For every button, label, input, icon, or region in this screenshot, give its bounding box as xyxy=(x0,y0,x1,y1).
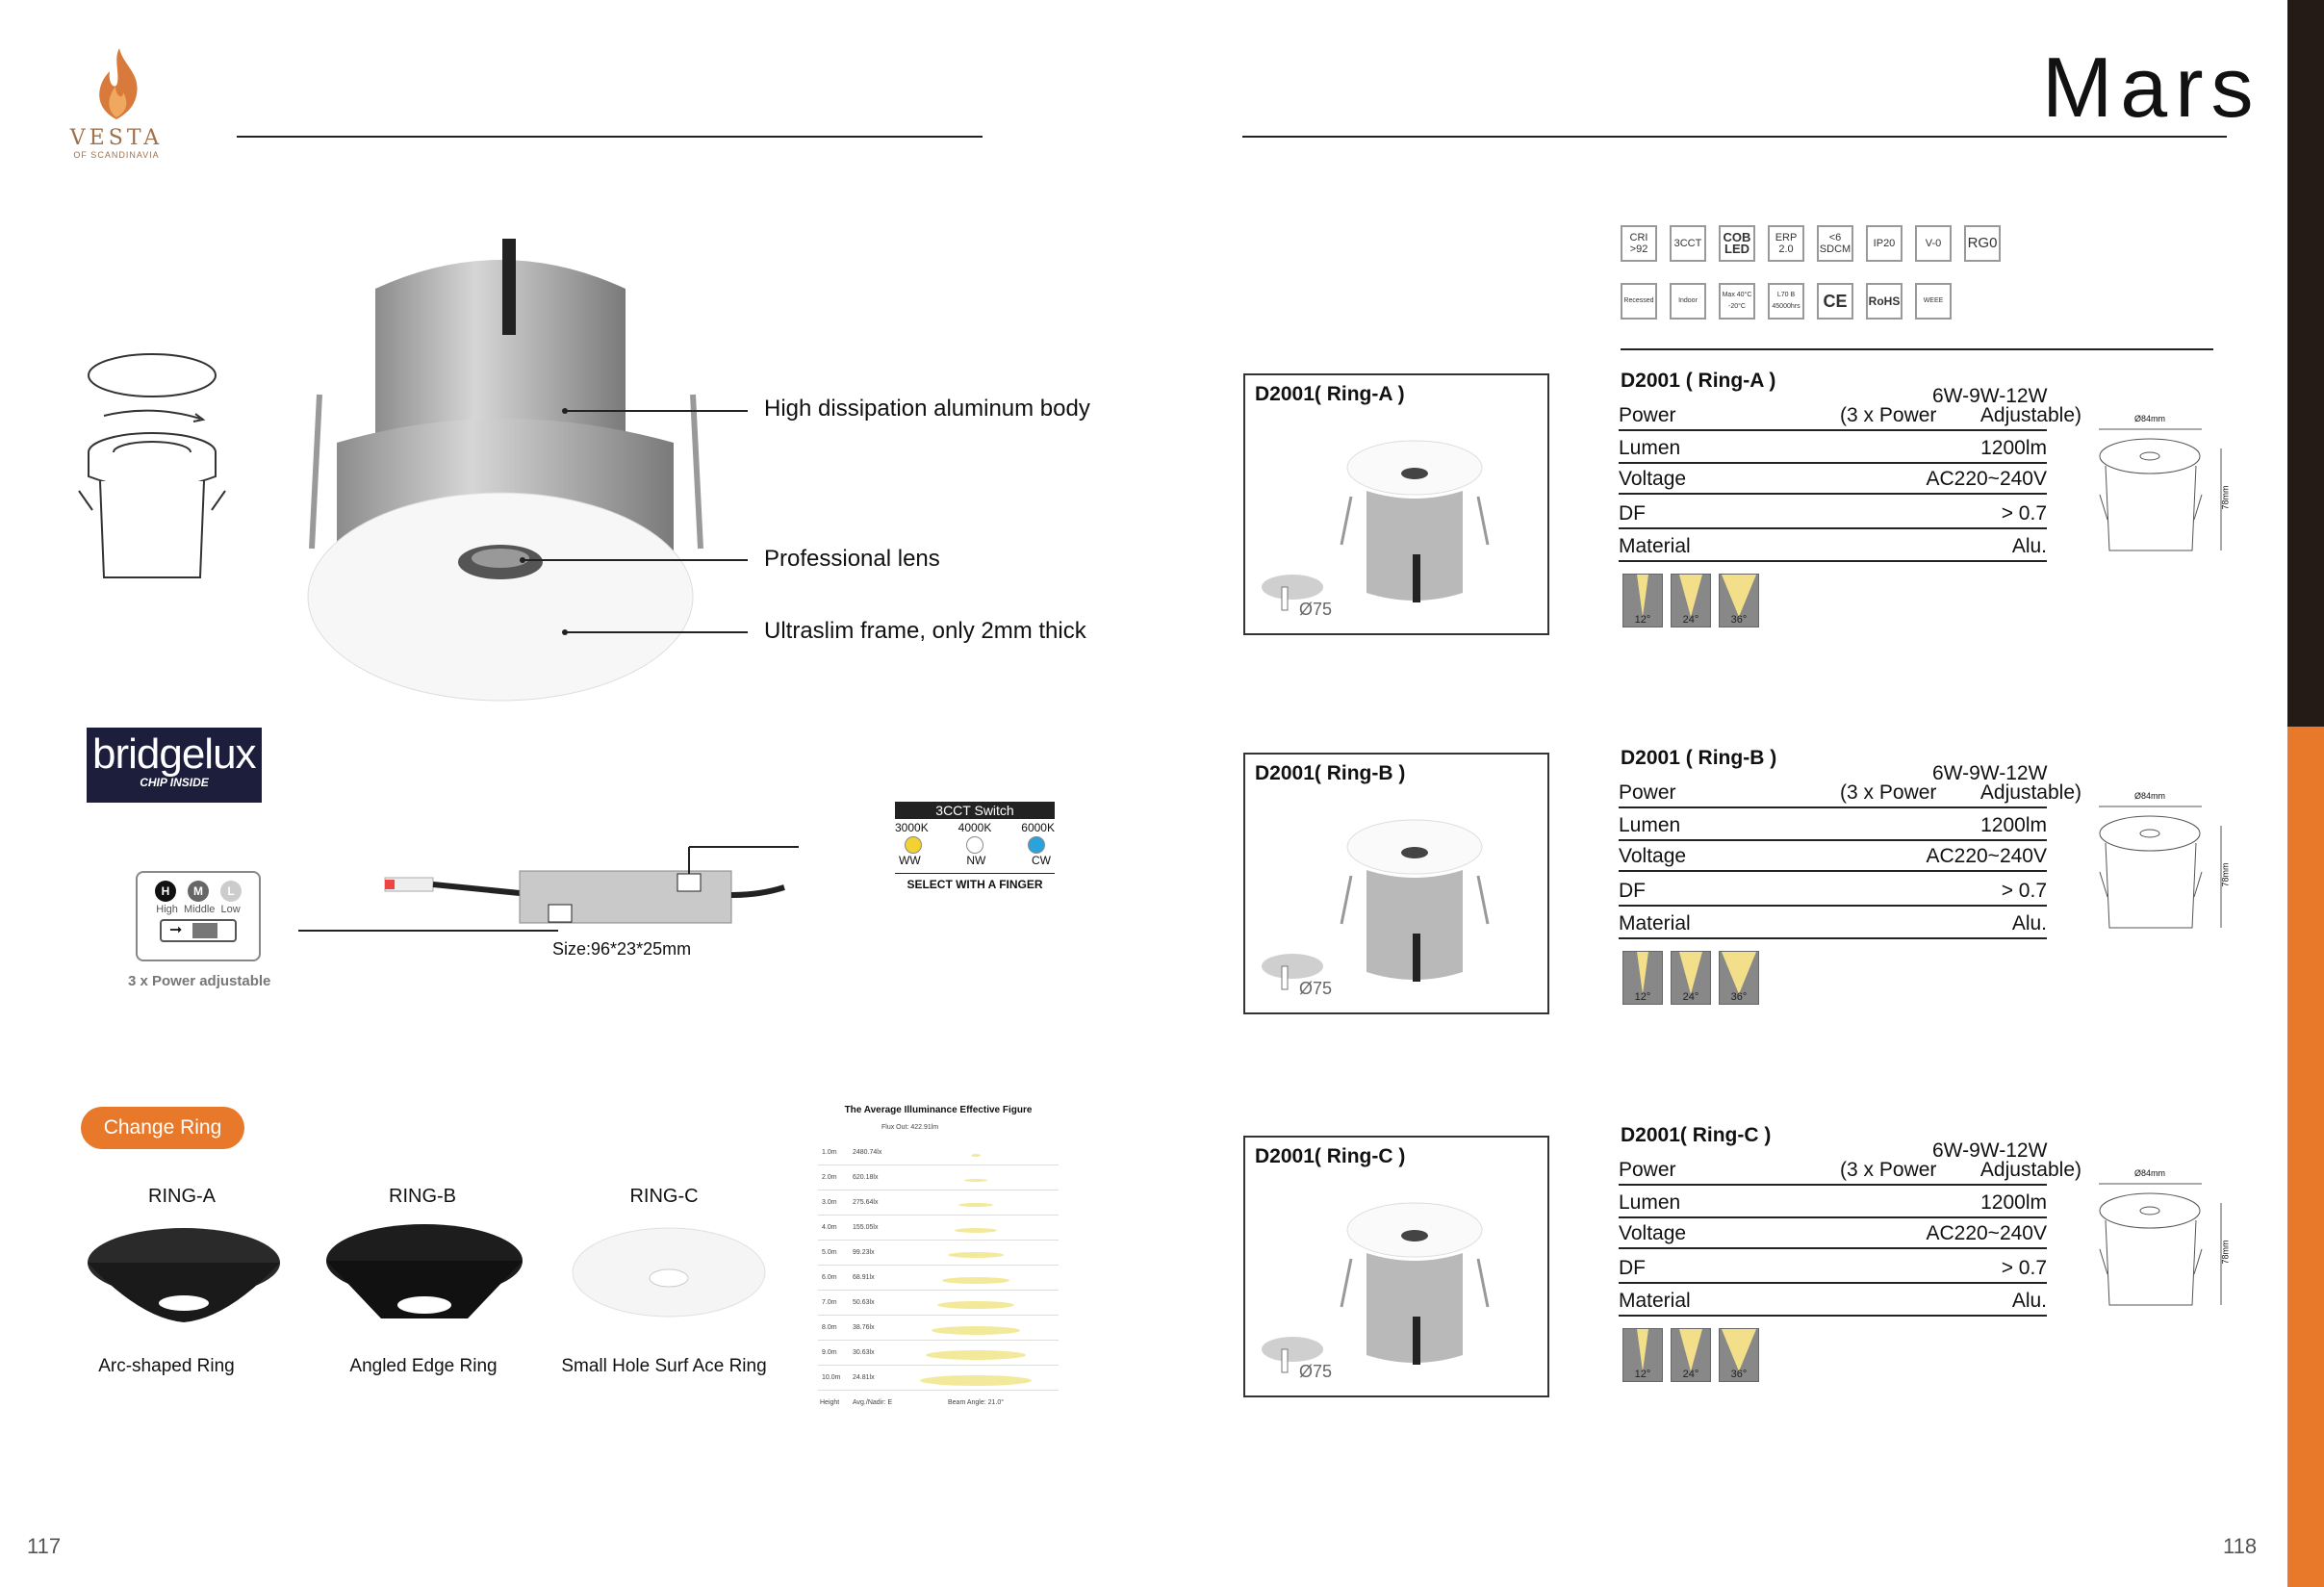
cob-led-icon: COB LED xyxy=(1719,225,1755,262)
beam-angle-label: 12° xyxy=(1634,1369,1651,1380)
change-ring-button[interactable]: Change Ring xyxy=(81,1107,244,1149)
spec-label: DF xyxy=(1619,1257,1646,1279)
illuminance-ellipse xyxy=(964,1179,987,1182)
spec-value: 1200lm xyxy=(1980,437,2047,459)
power-low-dot: L xyxy=(220,881,242,902)
product-box-title: D2001( Ring-B ) xyxy=(1255,762,1406,784)
cct-title: 3CCT Switch xyxy=(895,802,1055,819)
power-high-dot: H xyxy=(155,881,176,902)
temperature-icon: Max 40°C -20°C xyxy=(1719,283,1755,320)
spec-label: Material xyxy=(1619,1290,1691,1312)
illuminance-height: 3.0m xyxy=(822,1199,837,1206)
power-middle-dot: M xyxy=(188,881,209,902)
rohs-icon: RoHS xyxy=(1866,283,1903,320)
cct-temp-4000: 4000K xyxy=(958,821,992,834)
beam-angle-icon xyxy=(1671,1328,1711,1382)
product-image xyxy=(1338,429,1492,622)
beam-angle-label: 12° xyxy=(1634,991,1651,1003)
cct-switch-panel xyxy=(895,802,1055,891)
spec-label: Power xyxy=(1619,1159,1676,1181)
cri-icon: CRI >92 xyxy=(1621,225,1657,262)
illuminance-height: 5.0m xyxy=(822,1249,837,1256)
illuminance-lux: 68.91lx xyxy=(853,1274,875,1281)
beam-angle-label: 12° xyxy=(1634,614,1651,626)
illuminance-row xyxy=(818,1370,1059,1391)
spec-value: Alu. xyxy=(2011,1290,2047,1312)
illuminance-ellipse xyxy=(926,1350,1026,1360)
page-number-right: 118 xyxy=(2223,1534,2258,1558)
vesta-logo xyxy=(60,44,173,169)
3cct-icon: 3CCT xyxy=(1670,225,1706,262)
product-card xyxy=(1243,373,1549,635)
illuminance-height: 8.0m xyxy=(822,1324,837,1331)
spec-label: Lumen xyxy=(1619,437,1681,459)
dimension-svg xyxy=(2094,427,2238,572)
arrow-right-icon: ➞ xyxy=(169,922,183,938)
ce-icon: CE xyxy=(1817,283,1853,320)
callout-line-frame xyxy=(565,631,748,633)
cct-temp-6000: 6000K xyxy=(1021,821,1055,834)
spec-value: > 0.7 xyxy=(2001,1257,2047,1279)
illuminance-row xyxy=(818,1170,1059,1190)
power-levels-text: High Middle Low xyxy=(156,904,241,915)
ring-b-image xyxy=(323,1222,525,1328)
spec-row-lumen xyxy=(1619,808,2047,841)
dimension-width: Ø84mm xyxy=(2134,414,2166,423)
illuminance-ellipse xyxy=(920,1375,1032,1386)
dimension-height: 78mm xyxy=(2220,1240,2231,1265)
bridgelux-badge xyxy=(87,728,262,803)
spec-label: Material xyxy=(1619,535,1691,557)
illuminance-footer-height: Height xyxy=(820,1399,840,1406)
dimension-height: 78mm xyxy=(2220,862,2231,887)
spec-value: (3 x Power Adjustable) xyxy=(1840,781,2081,804)
illuminance-ellipse xyxy=(937,1301,1014,1309)
ring-b-caption: Angled Edge Ring xyxy=(349,1356,498,1376)
warm-white-dot[interactable] xyxy=(905,836,922,854)
cert-divider xyxy=(1621,348,2213,350)
illuminance-lux: 99.23lx xyxy=(853,1249,875,1256)
beam-angle-icon xyxy=(1622,1328,1663,1382)
spec-value: 1200lm xyxy=(1980,814,2047,836)
spec-row-lumen xyxy=(1619,1186,2047,1218)
spec-label: Material xyxy=(1619,912,1691,934)
spec-value: AC220~240V xyxy=(1926,845,2047,867)
main-product-image xyxy=(298,231,722,712)
spec-value: > 0.7 xyxy=(2001,502,2047,525)
power-slider-switch[interactable] xyxy=(160,919,237,942)
cutout-size: Ø75 xyxy=(1299,600,1333,619)
spec-value: Alu. xyxy=(2011,912,2047,934)
illuminance-ellipse xyxy=(948,1252,1004,1258)
beam-angle-label: 24° xyxy=(1682,991,1699,1003)
erp-icon: ERP 2.0 xyxy=(1768,225,1804,262)
illuminance-footer-beam: Beam Angle: 21.0° xyxy=(948,1399,1005,1406)
cutout-size: Ø75 xyxy=(1299,1362,1333,1381)
v0-icon: V-0 xyxy=(1915,225,1952,262)
page-number-left: 117 xyxy=(27,1534,62,1558)
power-adjustable-caption: 3 x Power adjustable xyxy=(128,973,271,989)
spec-title: D2001( Ring-C ) xyxy=(1621,1124,1772,1146)
spec-label: Power xyxy=(1619,781,1676,804)
indoor-icon: Indoor xyxy=(1670,283,1706,320)
product-card xyxy=(1243,1136,1549,1397)
illuminance-lux: 50.63lx xyxy=(853,1299,875,1306)
spec-title: D2001 ( Ring-A ) xyxy=(1621,370,1776,392)
beam-angle-icon xyxy=(1719,951,1759,1005)
product-box-title: D2001( Ring-A ) xyxy=(1255,383,1405,405)
callout-body: High dissipation aluminum body xyxy=(764,396,1090,422)
spec-row-power xyxy=(1619,1153,2081,1186)
illuminance-ellipse xyxy=(971,1154,981,1157)
spec-label: DF xyxy=(1619,502,1646,525)
product-image xyxy=(1338,1191,1492,1384)
dimension-drawing xyxy=(2094,1168,2238,1326)
product-image xyxy=(1338,808,1492,1001)
spec-row-df xyxy=(1619,1251,2047,1284)
spec-power-range: 6W-9W-12W xyxy=(1932,385,2048,407)
spec-value: (3 x Power Adjustable) xyxy=(1840,404,2081,426)
beam-angle-label: 36° xyxy=(1730,991,1748,1003)
ring-c-image xyxy=(568,1222,770,1328)
illuminance-lux: 275.64lx xyxy=(853,1199,879,1206)
spec-label: Lumen xyxy=(1619,1191,1681,1214)
illuminance-row xyxy=(818,1345,1059,1366)
spec-value: Alu. xyxy=(2011,535,2047,557)
rg0-icon: RG0 xyxy=(1964,225,2001,262)
illuminance-ellipse xyxy=(932,1326,1020,1335)
dimension-svg xyxy=(2094,1182,2238,1326)
illuminance-height: 9.0m xyxy=(822,1349,837,1356)
spec-row-voltage xyxy=(1619,1216,2047,1249)
product-box-title: D2001( Ring-C ) xyxy=(1255,1145,1406,1167)
sidebar-orange-band xyxy=(2287,727,2324,1587)
spec-value: (3 x Power Adjustable) xyxy=(1840,1159,2081,1181)
spec-label: Lumen xyxy=(1619,814,1681,836)
cool-white-dot[interactable] xyxy=(1028,836,1045,854)
cct-code-ww: WW xyxy=(899,854,921,867)
illuminance-footer-avg: Avg./Nadir: E xyxy=(853,1399,893,1406)
illuminance-row xyxy=(818,1145,1059,1165)
dimension-svg xyxy=(2094,805,2238,949)
illuminance-row xyxy=(818,1320,1059,1341)
beam-angle-icon xyxy=(1622,574,1663,627)
illuminance-height: 4.0m xyxy=(822,1224,837,1231)
illuminance-row xyxy=(818,1245,1059,1266)
illuminance-row xyxy=(818,1295,1059,1316)
spec-row-power xyxy=(1619,398,2081,431)
page-title: Mars xyxy=(2042,39,2261,135)
illuminance-lux: 155.05lx xyxy=(853,1224,879,1231)
spec-value: > 0.7 xyxy=(2001,880,2047,902)
cutout-size: Ø75 xyxy=(1299,979,1333,998)
spec-row-power xyxy=(1619,776,2081,808)
callout-frame: Ultraslim frame, only 2mm thick xyxy=(764,618,1086,644)
illuminance-title: The Average Illuminance Effective Figure xyxy=(844,1105,1033,1115)
cct-code-cw: CW xyxy=(1032,854,1051,867)
illuminance-lux: 30.63lx xyxy=(853,1349,875,1356)
illuminance-lux: 2480.74lx xyxy=(853,1149,882,1156)
beam-angle-icon xyxy=(1622,951,1663,1005)
spec-power-range: 6W-9W-12W xyxy=(1932,1139,2048,1162)
logo-name: VESTA xyxy=(69,126,164,150)
spec-label: DF xyxy=(1619,880,1646,902)
illuminance-ellipse xyxy=(955,1228,997,1233)
illuminance-height: 10.0m xyxy=(822,1374,841,1381)
spec-label: Power xyxy=(1619,404,1676,426)
beam-angle-label: 36° xyxy=(1730,614,1748,626)
illuminance-lux: 24.81lx xyxy=(853,1374,875,1381)
illuminance-height: 2.0m xyxy=(822,1174,837,1181)
weee-icon: WEEE xyxy=(1915,283,1952,320)
beam-angle-label: 36° xyxy=(1730,1369,1748,1380)
illuminance-figure xyxy=(818,1105,1059,1413)
spec-row-df xyxy=(1619,874,2047,907)
cct-temp-3000: 3000K xyxy=(895,821,929,834)
neutral-white-dot[interactable] xyxy=(966,836,983,854)
header-rule-left xyxy=(237,136,983,138)
dimension-drawing xyxy=(2094,414,2238,572)
bridgelux-sub: CHIP INSIDE xyxy=(140,776,209,789)
exploded-drawing xyxy=(75,346,239,597)
illuminance-height: 6.0m xyxy=(822,1274,837,1281)
spec-label: Voltage xyxy=(1619,845,1687,867)
beam-angle-icon xyxy=(1671,574,1711,627)
dimension-drawing xyxy=(2094,791,2238,949)
driver-illustration xyxy=(298,837,799,943)
flame-icon xyxy=(60,44,173,121)
ip20-icon: IP20 xyxy=(1866,225,1903,262)
product-card xyxy=(1243,753,1549,1014)
spec-row-df xyxy=(1619,497,2047,529)
beam-angle-label: 24° xyxy=(1682,1369,1699,1380)
lifetime-icon: L70 B 45000hrs xyxy=(1768,283,1804,320)
dimension-width: Ø84mm xyxy=(2134,791,2166,801)
beam-angle-icon xyxy=(1671,951,1711,1005)
spec-row-material xyxy=(1619,907,2047,939)
callout-line-body xyxy=(565,410,748,412)
illuminance-ellipse xyxy=(942,1277,1009,1284)
spec-label: Voltage xyxy=(1619,1222,1687,1244)
beam-angle-label: 24° xyxy=(1682,614,1699,626)
illuminance-height: 1.0m xyxy=(822,1149,837,1156)
cct-footer: SELECT WITH A FINGER xyxy=(907,878,1043,891)
cct-code-nw: NW xyxy=(966,854,986,867)
beam-angle-icon xyxy=(1719,574,1759,627)
spec-title: D2001 ( Ring-B ) xyxy=(1621,747,1777,769)
spec-power-range: 6W-9W-12W xyxy=(1932,762,2048,784)
sdcm-icon: <6 SDCM xyxy=(1817,225,1853,262)
sidebar-dark-band xyxy=(2287,0,2324,727)
callout-line-lens xyxy=(523,559,748,561)
illuminance-ellipse xyxy=(958,1203,993,1207)
spec-row-voltage xyxy=(1619,839,2047,872)
dimension-width: Ø84mm xyxy=(2134,1168,2166,1178)
illuminance-row xyxy=(818,1195,1059,1216)
spec-value: AC220~240V xyxy=(1926,1222,2047,1244)
illuminance-row xyxy=(818,1270,1059,1291)
driver-size-label: Size:96*23*25mm xyxy=(552,939,692,959)
ring-b-label: RING-B xyxy=(389,1186,456,1207)
callout-lens: Professional lens xyxy=(764,546,940,572)
logo-sub: OF SCANDINAVIA xyxy=(73,150,160,160)
spec-value: 1200lm xyxy=(1980,1191,2047,1214)
illuminance-height: 7.0m xyxy=(822,1299,837,1306)
recessed-icon: Recessed xyxy=(1621,283,1657,320)
spec-row-material xyxy=(1619,529,2047,562)
ring-c-caption: Small Hole Surf Ace Ring xyxy=(561,1356,767,1376)
spec-row-material xyxy=(1619,1284,2047,1317)
power-switch-panel xyxy=(136,871,261,961)
illuminance-lux: 620.18lx xyxy=(853,1174,879,1181)
ring-c-label: RING-C xyxy=(629,1186,699,1207)
illuminance-lux: 38.76lx xyxy=(853,1324,875,1331)
spec-row-lumen xyxy=(1619,431,2047,464)
beam-angle-icon xyxy=(1719,1328,1759,1382)
illuminance-row xyxy=(818,1220,1059,1241)
dimension-height: 78mm xyxy=(2220,485,2231,510)
spec-label: Voltage xyxy=(1619,468,1687,490)
bridgelux-name: bridgelux xyxy=(92,730,256,778)
spec-row-voltage xyxy=(1619,462,2047,495)
ring-a-image xyxy=(83,1222,285,1328)
ring-a-label: RING-A xyxy=(148,1186,216,1207)
spec-value: AC220~240V xyxy=(1926,468,2047,490)
ring-a-caption: Arc-shaped Ring xyxy=(98,1356,235,1376)
illuminance-flux: Flux Out: 422.91lm xyxy=(881,1124,939,1131)
